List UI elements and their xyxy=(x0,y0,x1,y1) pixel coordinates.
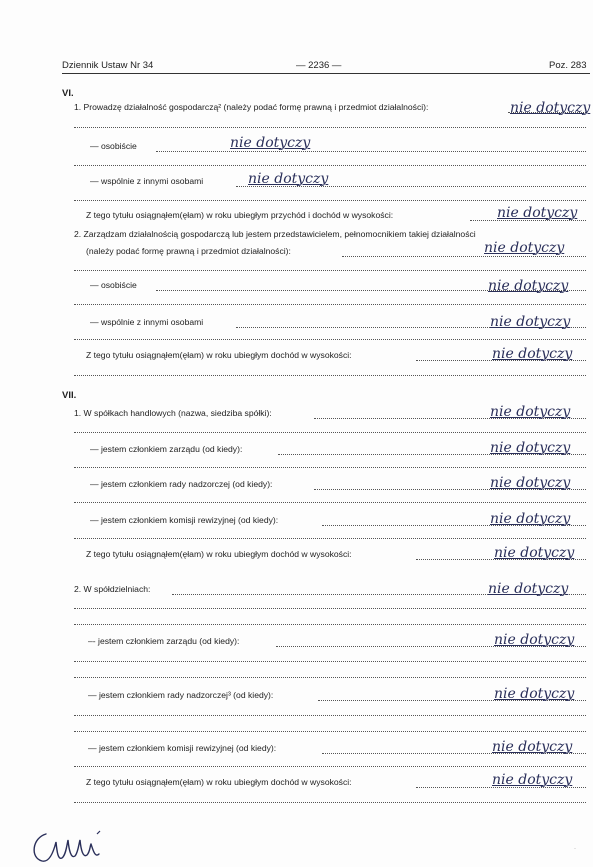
vii-coop-management-line2[interactable] xyxy=(74,661,586,662)
vii-q2-answer: nie dotyczy xyxy=(488,581,569,597)
vii-q1-answer: nie dotyczy xyxy=(490,404,571,420)
section-vii-title: VII. xyxy=(62,390,77,401)
vii-coop-supervisory-label: — jestem członkiem rady nadzorczej³ (od kiedy): xyxy=(88,690,274,700)
vi-q2-label-2: (należy podać formę prawną i przedmiot działalności): xyxy=(86,246,291,256)
header-rule xyxy=(62,73,590,74)
vii-coop-income-label: Z tego tytułu osiągnąłem(ęłam) w roku ubiegłym dochód w wysokości: xyxy=(86,777,352,787)
vi-jointly-line2[interactable] xyxy=(74,200,586,201)
vi-jointly-label: — wspólnie z innymi osobami xyxy=(90,176,204,186)
vi-q2-personally-answer: nie dotyczy xyxy=(488,278,569,294)
vii-q1-label: 1. W spółkach handlowych (nazwa, siedziba spółki): xyxy=(74,408,272,418)
vii-q2-line3[interactable] xyxy=(74,624,586,625)
vi-q2-personally-line2[interactable] xyxy=(74,304,586,305)
vi-q2-jointly-label: — wspólnie z innymi osobami xyxy=(90,317,204,327)
vi-q2-line2[interactable] xyxy=(74,270,586,271)
vii-coop-management-answer: nie dotyczy xyxy=(494,632,575,648)
vi-q2-line[interactable] xyxy=(342,256,586,257)
vi-jointly-answer: nie dotyczy xyxy=(248,171,329,187)
vii-coop-management-label: –- jestem członkiem zarządu (od kiedy): xyxy=(88,636,240,646)
vii-coop-supervisory-line2[interactable] xyxy=(74,715,586,716)
vii-coop-income-line2[interactable] xyxy=(74,802,586,803)
handwritten-signature xyxy=(28,828,108,866)
position-number: Poz. 283 xyxy=(549,60,587,71)
vii-coop-supervisory-answer: nie dotyczy xyxy=(494,686,575,702)
vi-q1-income-answer: nie dotyczy xyxy=(497,205,578,221)
vii-supervisory-line2[interactable] xyxy=(74,502,586,503)
vi-q1-income-label: Z tego tytułu osiągnąłem(ęłam) w roku ubiegłym przychód i dochód w wysokości: xyxy=(86,210,394,220)
vii-coop-audit-answer: nie dotyczy xyxy=(492,739,573,755)
vi-q2-answer: nie dotyczy xyxy=(484,240,565,256)
vi-q2-jointly-line2[interactable] xyxy=(74,339,586,340)
vii-q1-line2[interactable] xyxy=(74,432,586,433)
vii-audit-label: — jestem członkiem komisji rewizyjnej (od kiedy): xyxy=(90,515,279,525)
vi-personally-line2[interactable] xyxy=(74,165,586,166)
page-number: — 2236 — xyxy=(296,60,342,71)
vi-personally-label: — osobiście xyxy=(90,141,137,151)
vii-q2-label: 2. W spółdzielniach: xyxy=(74,584,151,594)
vii-management-line2[interactable] xyxy=(74,467,586,468)
vii-supervisory-answer: nie dotyczy xyxy=(490,475,571,491)
vi-personally-line[interactable] xyxy=(156,151,586,152)
vii-income-label: Z tego tytułu osiągnąłem(ęłam) w roku ubiegłym dochód w wysokości: xyxy=(86,549,352,559)
vi-q2-jointly-answer: nie dotyczy xyxy=(490,314,571,330)
vii-audit-answer: nie dotyczy xyxy=(490,511,571,527)
vii-management-label: — jestem członkiem zarządu (od kiedy): xyxy=(90,444,243,454)
vii-coop-supervisory-line3[interactable] xyxy=(74,731,586,732)
vii-income-answer: nie dotyczy xyxy=(494,545,575,561)
vi-q2-income-line2[interactable] xyxy=(74,375,586,376)
vii-audit-line2[interactable] xyxy=(74,538,586,539)
vi-q1-line2[interactable] xyxy=(74,127,586,128)
vi-q1-label: 1. Prowadzę działalność gospodarczą² (należy podać formę prawną i przedmiot działalności): xyxy=(74,102,429,112)
vi-q2-personally-label: — osobiście xyxy=(90,280,137,290)
journal-title: Dziennik Ustaw Nr 34 xyxy=(62,60,154,71)
vii-supervisory-label: — jestem członkiem rady nadzorczej (od kiedy): xyxy=(90,479,273,489)
vii-coop-audit-label: — jestem członkiem komisji rewizyjnej (od kiedy): xyxy=(88,743,277,753)
vi-q2-income-answer: nie dotyczy xyxy=(492,346,573,362)
vii-coop-management-line3[interactable] xyxy=(74,677,586,678)
vi-q1-answer: nie dotyczy xyxy=(510,100,591,116)
vi-personally-answer: nie dotyczy xyxy=(230,135,311,151)
section-vi-title: VI. xyxy=(62,88,74,99)
corner-mark: · xyxy=(574,846,576,852)
vii-q2-line2[interactable] xyxy=(74,608,586,609)
vii-management-answer: nie dotyczy xyxy=(490,440,571,456)
vi-q2-label-1: 2. Zarządzam działalnością gospodarczą lub jestem przedstawicielem, pełnomocnikiem takiej działalności xyxy=(74,229,476,239)
vii-coop-audit-line2[interactable] xyxy=(74,766,586,767)
vii-coop-income-answer: nie dotyczy xyxy=(492,772,573,788)
vi-q2-income-label: Z tego tytułu osiągnąłem(ęłam) w roku ubiegłym dochód w wysokości: xyxy=(86,350,352,360)
